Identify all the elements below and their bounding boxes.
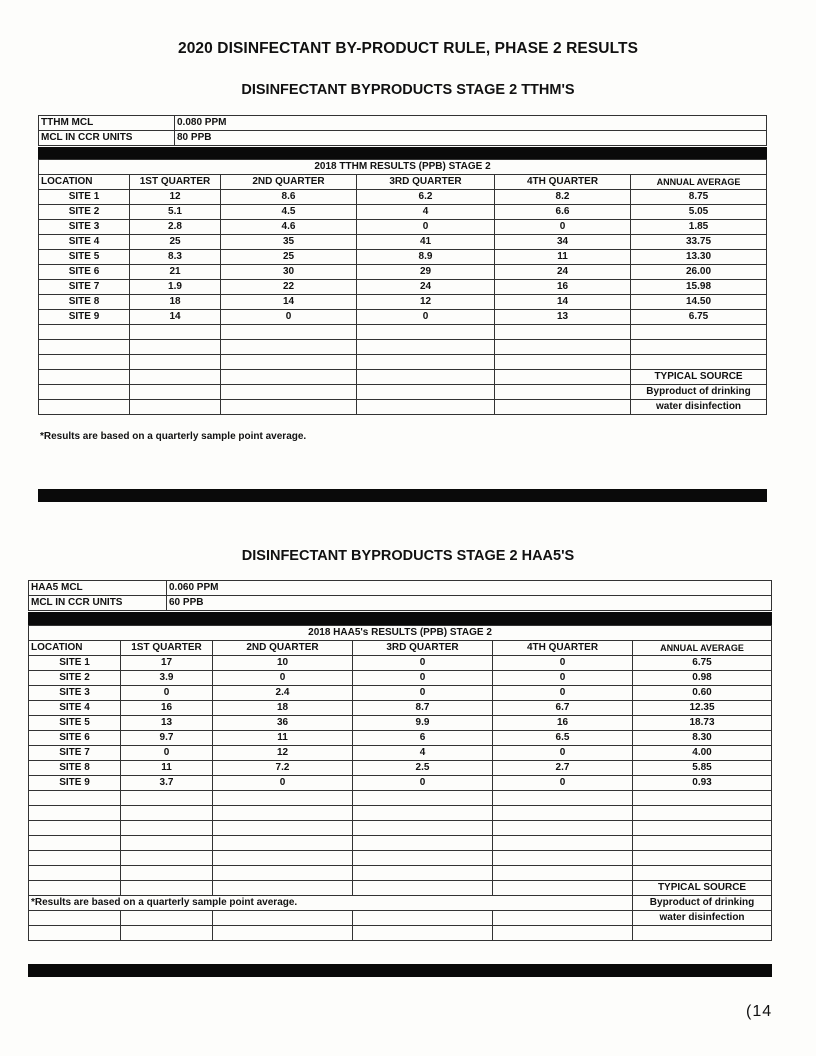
table-cell: 9.9 [353, 716, 493, 731]
table-cell: 0 [493, 671, 633, 686]
table-cell: 14 [495, 295, 631, 310]
table-cell: 21 [130, 265, 221, 280]
table-cell: 6.5 [493, 731, 633, 746]
table-cell: 0 [353, 656, 493, 671]
table-cell: 25 [130, 235, 221, 250]
table-cell: 34 [495, 235, 631, 250]
empty-cell [495, 340, 631, 355]
empty-cell [29, 866, 121, 881]
empty-cell [633, 791, 772, 806]
table-cell: 33.75 [631, 235, 767, 250]
table-cell: 16 [121, 701, 213, 716]
tthm-mcl-table [38, 115, 767, 146]
empty-cell [493, 881, 633, 896]
empty-row [39, 355, 767, 370]
haa5-source-line1: Byproduct of drinking [633, 896, 772, 911]
empty-cell [121, 881, 213, 896]
table-cell: 36 [213, 716, 353, 731]
table-cell: 11 [213, 731, 353, 746]
tthm-divider-bar [38, 147, 767, 159]
haa5-results-title-row [29, 626, 772, 641]
empty-cell [213, 866, 353, 881]
tthm-heading: DISINFECTANT BYPRODUCTS STAGE 2 TTHM'S [241, 82, 575, 98]
table-cell: SITE 4 [39, 235, 130, 250]
table-cell: 10 [213, 656, 353, 671]
table-cell: 2.7 [493, 761, 633, 776]
bottom-bar [28, 964, 772, 977]
empty-cell [221, 385, 357, 400]
table-cell: SITE 3 [39, 220, 130, 235]
tthm-mcl-label: TTHM MCL [39, 116, 175, 131]
table-cell: 11 [495, 250, 631, 265]
empty-row [29, 881, 772, 896]
empty-cell [213, 881, 353, 896]
empty-cell [495, 355, 631, 370]
empty-cell [495, 325, 631, 340]
table-cell: 5.85 [633, 761, 772, 776]
table-cell: 5.1 [130, 205, 221, 220]
table-cell: 14 [130, 310, 221, 325]
table-cell: 0.60 [633, 686, 772, 701]
empty-row [39, 370, 767, 385]
table-cell: 2.4 [213, 686, 353, 701]
table-cell: 4.5 [221, 205, 357, 220]
empty-cell [221, 325, 357, 340]
table-cell: 16 [495, 280, 631, 295]
table-cell: SITE 1 [29, 656, 121, 671]
empty-row [39, 385, 767, 400]
table-cell: 2.8 [130, 220, 221, 235]
tthm-column-header: ANNUAL AVERAGE [631, 175, 767, 190]
haa5-mcl-value: 0.060 PPM [167, 581, 772, 596]
table-row [29, 746, 772, 761]
empty-cell [121, 926, 213, 941]
table-cell: 6.2 [357, 190, 495, 205]
empty-cell [633, 836, 772, 851]
table-cell: 2.5 [353, 761, 493, 776]
empty-cell [353, 806, 493, 821]
tthm-column-header: 1ST QUARTER [130, 175, 221, 190]
empty-cell [493, 926, 633, 941]
empty-row [29, 911, 772, 926]
haa5-column-header: 2ND QUARTER [213, 641, 353, 656]
empty-cell [213, 911, 353, 926]
table-cell: 0 [221, 310, 357, 325]
tthm-ccr-label: MCL IN CCR UNITS [39, 131, 175, 146]
empty-cell [633, 806, 772, 821]
table-cell: 14 [221, 295, 357, 310]
empty-cell [130, 400, 221, 415]
haa5-mcl-table [28, 580, 772, 611]
table-cell: SITE 7 [29, 746, 121, 761]
empty-row [39, 340, 767, 355]
table-cell: SITE 9 [29, 776, 121, 791]
empty-cell [29, 806, 121, 821]
table-cell: 0 [493, 776, 633, 791]
tthm-results-title-row [39, 160, 767, 175]
empty-cell [493, 866, 633, 881]
haa5-mcl-row [29, 581, 772, 596]
table-cell: 8.6 [221, 190, 357, 205]
table-cell: 8.7 [353, 701, 493, 716]
empty-cell [631, 325, 767, 340]
table-cell: 4 [353, 746, 493, 761]
empty-cell [213, 851, 353, 866]
tthm-footnote: *Results are based on a quarterly sample point average. [40, 431, 307, 442]
table-cell: 8.75 [631, 190, 767, 205]
table-cell: 0 [213, 776, 353, 791]
empty-cell [353, 791, 493, 806]
table-cell: 6.6 [495, 205, 631, 220]
table-cell: SITE 8 [39, 295, 130, 310]
empty-cell [493, 836, 633, 851]
empty-cell [493, 851, 633, 866]
table-cell: SITE 6 [39, 265, 130, 280]
empty-cell [39, 385, 130, 400]
haa5-results-title: 2018 HAA5's RESULTS (PPB) STAGE 2 [29, 626, 772, 641]
haa5-typical-source-label: TYPICAL SOURCE [633, 881, 772, 896]
empty-cell [495, 370, 631, 385]
empty-cell [353, 821, 493, 836]
empty-cell [130, 340, 221, 355]
table-cell: 17 [121, 656, 213, 671]
empty-row [29, 851, 772, 866]
table-cell: 35 [221, 235, 357, 250]
table-cell: SITE 4 [29, 701, 121, 716]
table-cell: 25 [221, 250, 357, 265]
haa5-results-table [28, 625, 772, 941]
haa5-mcl-label: HAA5 MCL [29, 581, 167, 596]
empty-cell [493, 791, 633, 806]
empty-row [29, 866, 772, 881]
empty-cell [357, 385, 495, 400]
empty-cell [121, 851, 213, 866]
empty-cell [221, 400, 357, 415]
tthm-column-header: 2ND QUARTER [221, 175, 357, 190]
empty-cell [633, 926, 772, 941]
empty-cell [39, 370, 130, 385]
table-cell: 8.30 [633, 731, 772, 746]
empty-cell [221, 370, 357, 385]
table-cell: SITE 7 [39, 280, 130, 295]
table-cell: SITE 3 [29, 686, 121, 701]
empty-row [29, 791, 772, 806]
table-cell: 8.3 [130, 250, 221, 265]
empty-cell [495, 385, 631, 400]
table-row [39, 250, 767, 265]
empty-cell [121, 806, 213, 821]
haa5-ccr-label: MCL IN CCR UNITS [29, 596, 167, 611]
tthm-results-title: 2018 TTHM RESULTS (PPB) STAGE 2 [39, 160, 767, 175]
haa5-column-header: ANNUAL AVERAGE [633, 641, 772, 656]
table-cell: 0 [493, 686, 633, 701]
table-cell: SITE 2 [29, 671, 121, 686]
empty-cell [29, 926, 121, 941]
table-cell: 13 [495, 310, 631, 325]
empty-cell [493, 806, 633, 821]
table-cell: 0 [353, 686, 493, 701]
empty-cell [130, 385, 221, 400]
empty-cell [121, 911, 213, 926]
empty-cell [493, 911, 633, 926]
table-cell: 3.7 [121, 776, 213, 791]
haa5-column-header: 3RD QUARTER [353, 641, 493, 656]
haa5-column-header: LOCATION [29, 641, 121, 656]
haa5-column-header: 4TH QUARTER [493, 641, 633, 656]
empty-cell [213, 836, 353, 851]
tthm-column-header: 4TH QUARTER [495, 175, 631, 190]
empty-cell [29, 791, 121, 806]
table-cell: 14.50 [631, 295, 767, 310]
table-cell: 0 [357, 220, 495, 235]
table-cell: 9.7 [121, 731, 213, 746]
empty-cell [29, 821, 121, 836]
empty-cell [39, 325, 130, 340]
empty-cell [213, 821, 353, 836]
table-cell: 22 [221, 280, 357, 295]
empty-cell [357, 370, 495, 385]
empty-cell [130, 355, 221, 370]
table-cell: 12 [213, 746, 353, 761]
empty-row [29, 821, 772, 836]
table-cell: SITE 5 [39, 250, 130, 265]
table-cell: 24 [495, 265, 631, 280]
table-row [29, 656, 772, 671]
table-cell: 1.9 [130, 280, 221, 295]
tthm-column-header: 3RD QUARTER [357, 175, 495, 190]
table-cell: 6.75 [633, 656, 772, 671]
empty-cell [29, 836, 121, 851]
table-cell: 8.9 [357, 250, 495, 265]
haa5-header-row [29, 641, 772, 656]
table-cell: 0 [495, 220, 631, 235]
empty-cell [633, 851, 772, 866]
tthm-source-line2: water disinfection [631, 400, 767, 415]
table-cell: 30 [221, 265, 357, 280]
tthm-header-row [39, 175, 767, 190]
empty-cell [631, 355, 767, 370]
empty-cell [357, 355, 495, 370]
empty-cell [353, 851, 493, 866]
table-cell: 0 [353, 671, 493, 686]
table-cell: SITE 5 [29, 716, 121, 731]
table-row [39, 295, 767, 310]
table-row [39, 205, 767, 220]
table-cell: 18 [213, 701, 353, 716]
table-row [39, 280, 767, 295]
table-cell: 18 [130, 295, 221, 310]
table-cell: 0 [213, 671, 353, 686]
table-cell: SITE 9 [39, 310, 130, 325]
empty-row [29, 806, 772, 821]
table-cell: 29 [357, 265, 495, 280]
empty-cell [213, 806, 353, 821]
table-cell: 13.30 [631, 250, 767, 265]
haa5-source-line2: water disinfection [633, 911, 772, 926]
empty-cell [221, 340, 357, 355]
table-cell: 0 [493, 746, 633, 761]
table-cell: 7.2 [213, 761, 353, 776]
empty-cell [353, 881, 493, 896]
empty-cell [121, 836, 213, 851]
empty-cell [29, 881, 121, 896]
tthm-ccr-value: 80 PPB [175, 131, 767, 146]
table-row [29, 731, 772, 746]
empty-cell [353, 866, 493, 881]
empty-cell [357, 400, 495, 415]
empty-cell [29, 851, 121, 866]
empty-cell [29, 911, 121, 926]
empty-cell [39, 340, 130, 355]
empty-cell [493, 821, 633, 836]
empty-cell [39, 355, 130, 370]
table-cell: 0 [493, 656, 633, 671]
table-cell: 4.6 [221, 220, 357, 235]
empty-cell [633, 866, 772, 881]
table-row [39, 310, 767, 325]
tthm-column-header: LOCATION [39, 175, 130, 190]
section-divider-bar [38, 489, 767, 502]
empty-row [39, 400, 767, 415]
empty-cell [353, 836, 493, 851]
table-cell: SITE 6 [29, 731, 121, 746]
empty-row [29, 926, 772, 941]
table-cell: 13 [121, 716, 213, 731]
table-cell: 8.2 [495, 190, 631, 205]
empty-cell [121, 866, 213, 881]
table-cell: SITE 2 [39, 205, 130, 220]
empty-cell [353, 911, 493, 926]
empty-cell [495, 400, 631, 415]
empty-row [29, 896, 772, 911]
table-cell: 0 [357, 310, 495, 325]
table-row [29, 671, 772, 686]
empty-cell [121, 821, 213, 836]
empty-cell [121, 791, 213, 806]
empty-cell [633, 821, 772, 836]
page-title: 2020 DISINFECTANT BY-PRODUCT RULE, PHASE 2 RESULTS [177, 40, 639, 57]
empty-cell [130, 325, 221, 340]
table-row [39, 235, 767, 250]
table-cell: 24 [357, 280, 495, 295]
table-cell: SITE 8 [29, 761, 121, 776]
empty-cell [39, 400, 130, 415]
table-cell: 6 [353, 731, 493, 746]
empty-row [39, 325, 767, 340]
table-cell: 3.9 [121, 671, 213, 686]
empty-cell [353, 926, 493, 941]
table-cell: 26.00 [631, 265, 767, 280]
table-cell: 18.73 [633, 716, 772, 731]
table-cell: 4.00 [633, 746, 772, 761]
empty-row [29, 836, 772, 851]
table-cell: 5.05 [631, 205, 767, 220]
table-cell: SITE 1 [39, 190, 130, 205]
table-row [29, 761, 772, 776]
table-cell: 6.7 [493, 701, 633, 716]
haa5-divider-bar [28, 612, 772, 625]
tthm-mcl-row [39, 116, 767, 131]
table-row [39, 190, 767, 205]
table-cell: 16 [493, 716, 633, 731]
table-cell: 12.35 [633, 701, 772, 716]
page-number: (14 [746, 1003, 773, 1020]
table-cell: 41 [357, 235, 495, 250]
tthm-source-line1: Byproduct of drinking [631, 385, 767, 400]
table-cell: 11 [121, 761, 213, 776]
haa5-ccr-row [29, 596, 772, 611]
haa5-ccr-value: 60 PPB [167, 596, 772, 611]
table-cell: 12 [357, 295, 495, 310]
empty-cell [130, 370, 221, 385]
table-cell: 0.93 [633, 776, 772, 791]
table-row [39, 265, 767, 280]
table-row [29, 776, 772, 791]
haa5-heading: DISINFECTANT BYPRODUCTS STAGE 2 HAA5'S [241, 548, 575, 564]
table-cell: 0 [121, 746, 213, 761]
tthm-typical-source-label: TYPICAL SOURCE [631, 370, 767, 385]
haa5-column-header: 1ST QUARTER [121, 641, 213, 656]
table-row [29, 716, 772, 731]
empty-cell [213, 926, 353, 941]
empty-cell [631, 340, 767, 355]
table-row [39, 220, 767, 235]
table-row [29, 701, 772, 716]
table-cell: 0 [353, 776, 493, 791]
empty-cell [357, 340, 495, 355]
table-cell: 0.98 [633, 671, 772, 686]
table-cell: 12 [130, 190, 221, 205]
empty-cell [221, 355, 357, 370]
empty-cell [357, 325, 495, 340]
haa5-footnote: *Results are based on a quarterly sample point average. [29, 896, 633, 911]
tthm-ccr-row [39, 131, 767, 146]
table-cell: 0 [121, 686, 213, 701]
table-cell: 15.98 [631, 280, 767, 295]
table-cell: 6.75 [631, 310, 767, 325]
table-cell: 1.85 [631, 220, 767, 235]
table-cell: 4 [357, 205, 495, 220]
tthm-mcl-value: 0.080 PPM [175, 116, 767, 131]
table-row [29, 686, 772, 701]
tthm-results-table [38, 159, 767, 415]
empty-cell [213, 791, 353, 806]
